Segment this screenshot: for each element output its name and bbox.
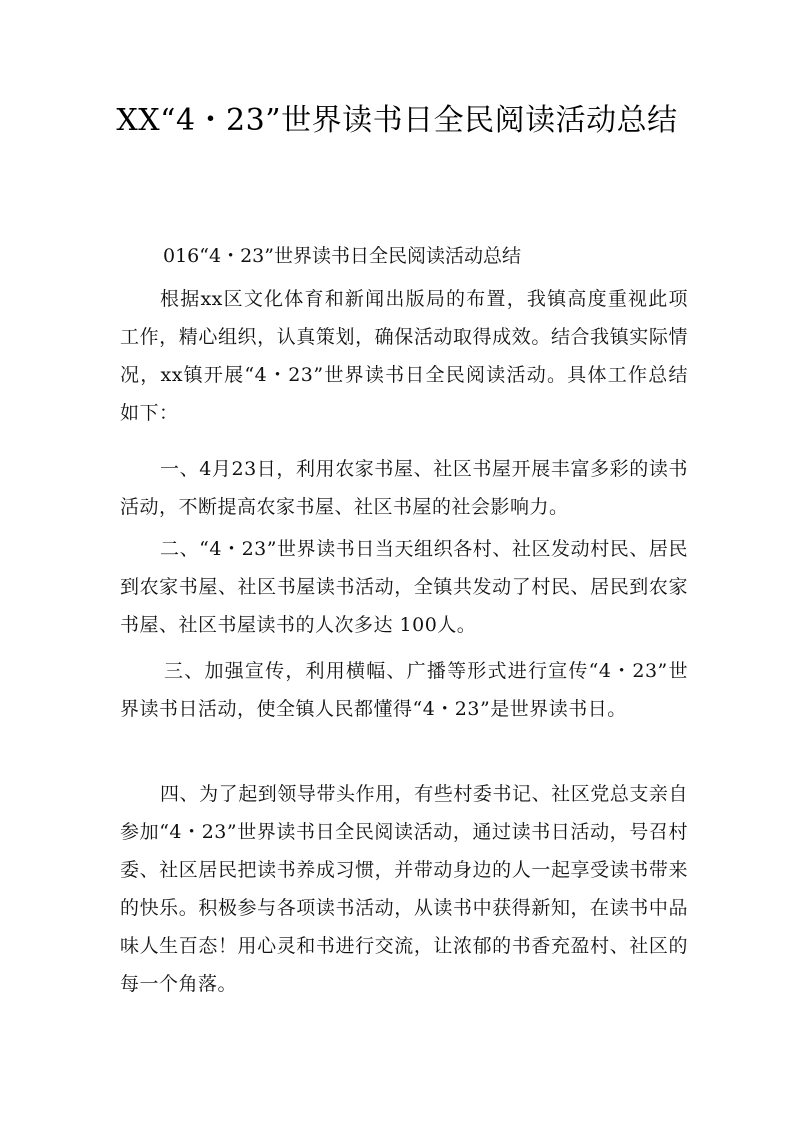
document-title: XX“4・23”世界读书日全民阅读活动总结 xyxy=(116,103,678,138)
paragraph-intro: 根据xx区文化体育和新闻出版局的布置，我镇高度重视此项工作，精心组织，认真策划，确保活动取得成效。结合我镇实际情况，xx镇开展“4・23”世界读书日全民阅读活动。具体工作总结如下： xyxy=(120,288,688,424)
paragraph-item-1: 一、4月23日，利用农家书屋、社区书屋开展丰富多彩的读书活动，不断提高农家书屋、社区书屋的社会影响力。 xyxy=(120,458,688,518)
paragraph-item-4: 四、为了起到领导带头作用，有些村委书记、社区党总支亲自参加“4・23”世界读书日全民阅读活动，通过读书日活动，号召村委、社区居民把读书养成习惯，并带动身边的人一起享受读书带来的快乐。积极参与各项读书活动，从读书中获得新知，在读书中品味人生百态！用心灵和书进行交流，让浓郁的书香充盈村、社区的每一个角落。 xyxy=(120,783,688,995)
paragraph-item-2: 二、“4・23”世界读书日当天组织各村、社区发动村民、居民到农家书屋、社区书屋读书活动，全镇共发动了村民、居民到农家书屋、社区书屋读书的人次多达 100人。 xyxy=(120,538,688,636)
paragraph-item-3: 三、加强宣传，利用横幅、广播等形式进行宣传“4・23”世界读书日活动，使全镇人民都懂得“4・23”是世界读书日。 xyxy=(120,660,688,720)
document-subtitle: 016“4・23”世界读书日全民阅读活动总结 xyxy=(163,245,521,267)
